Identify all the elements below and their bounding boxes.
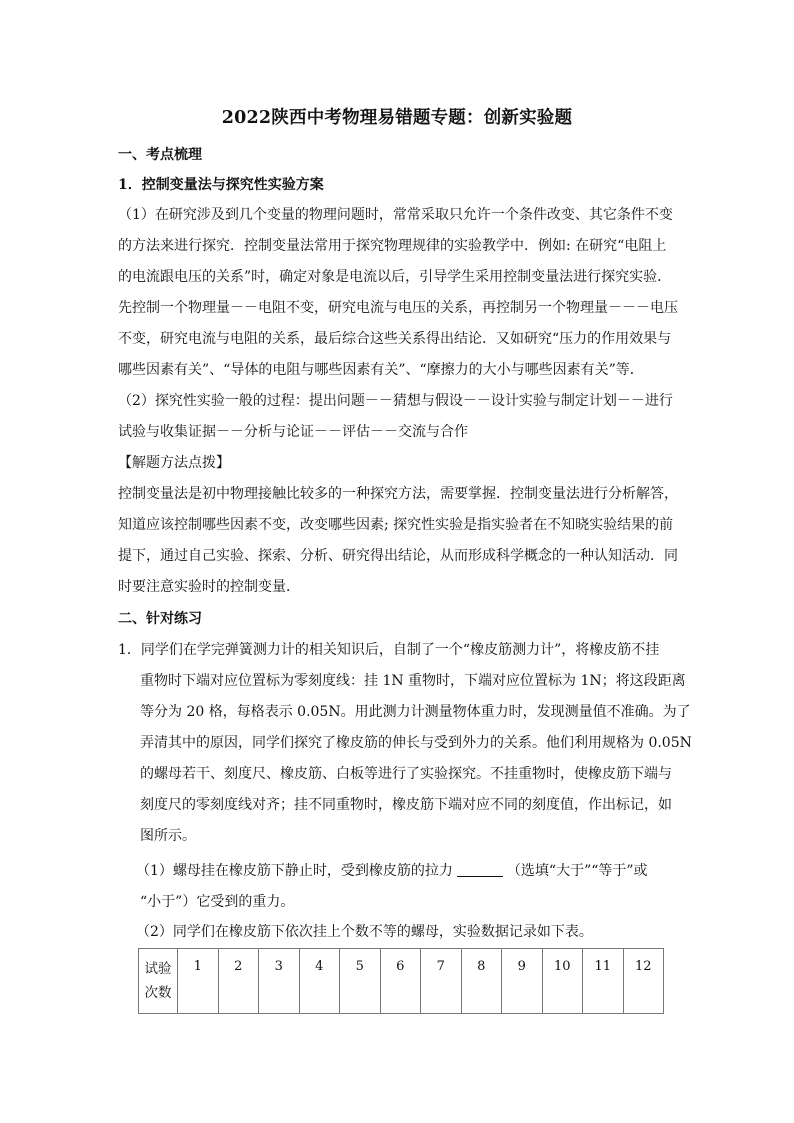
- sub-question-1-options: （选填“大于”“等于”或: [506, 863, 648, 879]
- paragraph-line: 的方法来进行探究．控制变量法常用于探究物理规律的实验教学中．例如: 在研究“电阻上: [118, 238, 667, 254]
- paragraph-line: 时要注意实验时的控制变量．: [118, 579, 300, 595]
- paragraph-line: 先控制一个物理量－－电阻不变，研究电流与电压的关系，再控制另一个物理量－－－电压: [118, 300, 678, 316]
- sub-question-1-cont: “小于”）它受到的重力。: [140, 894, 295, 910]
- sub-question-1-text: （1）螺母挂在橡皮筋下静止时，受到橡皮筋的拉力: [136, 863, 453, 879]
- question-line: 的螺母若干、刻度尺、橡皮筋、白板等进行了实验探究。不挂重物时，使橡皮筋下端与: [140, 766, 672, 782]
- paragraph-line: 试验与收集证据－－分析与论证－－评估－－交流与合作: [118, 424, 468, 440]
- question-line: 图所示。: [140, 828, 196, 844]
- question-line: 等分为 20 格，每格表示 0.05N。用此测力计测量物体重力时，发现测量值不准确。为了: [140, 704, 691, 720]
- table-cell: 6: [380, 949, 421, 1014]
- table-cell: 9: [502, 949, 543, 1014]
- header-line: 试验: [144, 961, 172, 977]
- question-line: 1．同学们在学完弹簧测力计的相关知识后，自制了一个“橡皮筋测力计”，将橡皮筋不挂: [118, 642, 660, 658]
- paragraph-line: 的电流跟电压的关系”时，确定对象是电流以后，引导学生采用控制变量法进行探究实验．: [118, 269, 672, 285]
- paragraph-line: （2）探究性实验一般的过程：提出问题－－猜想与假设－－设计实验与制定计划－－进行: [118, 393, 673, 409]
- page-title: 2022陕西中考物理易错题专题：创新实验题: [221, 108, 573, 128]
- sub-question-2: （2）同学们在橡皮筋下依次挂上个数不等的螺母，实验数据记录如下表。: [136, 924, 593, 940]
- data-table: [138, 948, 664, 1014]
- table-cell: 2: [218, 949, 259, 1014]
- method-heading: 【解题方法点拨】: [118, 455, 230, 471]
- subheading-control-variables: 1．控制变量法与探究性实验方案: [118, 177, 324, 193]
- table-cell: 8: [461, 949, 502, 1014]
- table-cell: 10: [542, 949, 583, 1014]
- paragraph-line: 控制变量法是初中物理接触比较多的一种探究方法，需要掌握．控制变量法进行分析解答，: [118, 486, 678, 502]
- section-heading-review: 一、考点梳理: [118, 147, 202, 163]
- table-cell: 12: [623, 949, 664, 1014]
- table-cell: 11: [583, 949, 624, 1014]
- table-cell: 7: [421, 949, 462, 1014]
- question-line: 重物时下端对应位置标为零刻度线：挂 1N 重物时，下端对应位置标为 1N；将这段距离: [140, 673, 686, 689]
- sub-question-1: [136, 861, 648, 881]
- question-line: 刻度尺的零刻度线对齐；挂不同重物时，橡皮筋下端对应不同的刻度值，作出标记，如: [140, 797, 672, 813]
- paragraph-line: 提下，通过自己实验、探索、分析、研究得出结论，从而形成科学概念的一种认知活动．同: [118, 548, 678, 564]
- paragraph-line: 不变，研究电流与电阻的关系，最后综合这些关系得出结论．又如研究“压力的作用效果与: [118, 331, 672, 347]
- table-header-cell: [139, 949, 178, 1014]
- answer-blank[interactable]: [457, 862, 503, 877]
- question-line: 弄清其中的原因，同学们探究了橡皮筋的伸长与受到外力的关系。他们利用规格为 0.05N: [140, 735, 692, 751]
- table-cell: 3: [259, 949, 300, 1014]
- header-line: 次数: [144, 985, 172, 1001]
- section-heading-practice: 二、针对练习: [118, 611, 202, 627]
- table-row: [139, 949, 664, 1014]
- paragraph-line: 知道应该控制哪些因素不变，改变哪些因素; 探究性实验是指实验者在不知晓实验结果的前: [118, 517, 674, 533]
- paragraph-line: （1）在研究涉及到几个变量的物理问题时，常常采取只允许一个条件改变、其它条件不变: [118, 207, 673, 223]
- paragraph-line: 哪些因素有关”、“导体的电阻与哪些因素有关”、“摩擦力的大小与哪些因素有关”等．: [118, 362, 644, 378]
- table-cell: 1: [178, 949, 219, 1014]
- table-cell: 5: [340, 949, 381, 1014]
- table-cell: 4: [299, 949, 340, 1014]
